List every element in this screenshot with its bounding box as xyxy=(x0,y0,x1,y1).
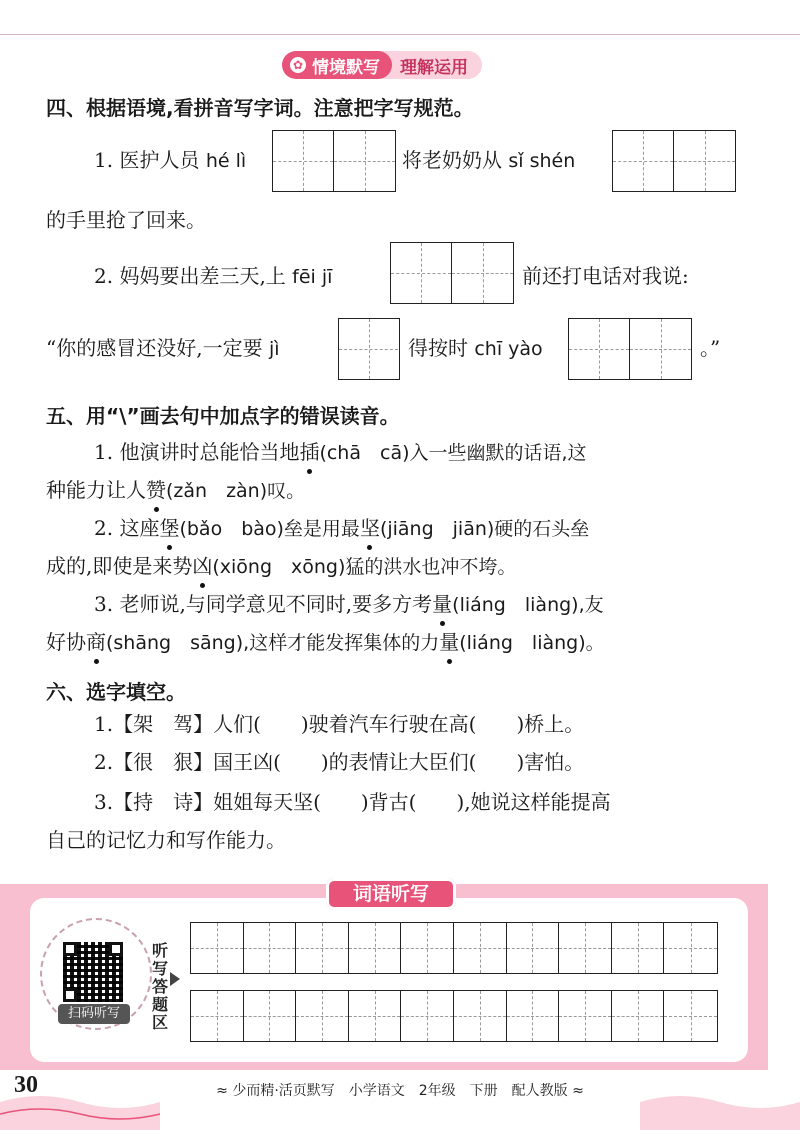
q4-1-middle: 将老奶奶从 xyxy=(402,148,502,172)
q6-line-2: 2.【很 狠】国王凶( )的表情让大臣们( )害怕。 xyxy=(94,750,585,774)
dictation-cell[interactable] xyxy=(507,923,560,973)
q4-1-text-b xyxy=(402,146,575,175)
qr-finder xyxy=(63,988,77,1002)
dotted-char: 量 xyxy=(432,592,453,616)
dictation-cell[interactable] xyxy=(296,923,349,973)
q5-line-1 xyxy=(94,438,587,467)
q6-line-4: 自己的记忆力和写作能力。 xyxy=(46,828,286,852)
q5-text: (liáng liàng),友 xyxy=(452,594,604,616)
footer-text: ≈ 少而精·活页默写 小学语文 2年级 下册 配人教版 ≈ xyxy=(216,1083,584,1099)
q4-2-middle: 得按时 xyxy=(408,336,468,360)
q5-text: 好协 xyxy=(46,630,86,654)
q4-1-text-a xyxy=(94,146,246,175)
arrow-right-icon xyxy=(170,972,180,986)
badge-primary-label: 情境默写 xyxy=(312,57,380,78)
dotted-char: 堡 xyxy=(159,516,180,540)
dictation-cell[interactable] xyxy=(454,991,507,1041)
answer-area-label: 听写答题区 xyxy=(151,941,168,1032)
q5-text: (chā cā)入一些幽默的话语,这 xyxy=(319,442,587,464)
qr-finder xyxy=(63,942,77,956)
answer-box-chiyao[interactable] xyxy=(568,318,692,380)
q5-text: (xiōng xōng)猛的洪水也冲不垮。 xyxy=(212,556,517,578)
dictation-row-2[interactable] xyxy=(190,990,718,1042)
section6-heading: 六、选字填空。 xyxy=(46,680,186,704)
dictation-cell[interactable] xyxy=(612,991,665,1041)
q5-text: (zǎn zàn)叹。 xyxy=(166,480,306,502)
dictation-cell[interactable] xyxy=(454,923,507,973)
q5-text: (bǎo bào)垒是用最 xyxy=(179,518,360,540)
answer-cell[interactable] xyxy=(339,319,398,379)
q5-text: (shāng sāng),这样才能发挥集体的力 xyxy=(106,632,440,654)
section-badge xyxy=(282,51,482,79)
answer-box-feiji[interactable] xyxy=(390,242,514,304)
dotted-char: 坚 xyxy=(359,516,380,540)
q5-text: 2. 这座 xyxy=(94,516,160,540)
q4-2-text-b: 前还打电话对我说: xyxy=(522,264,689,288)
q4-2-lead: 2. 妈妈要出差三天,上 xyxy=(94,264,286,288)
scan-label: 扫码听写 xyxy=(58,1004,130,1024)
dictation-cell[interactable] xyxy=(664,991,717,1041)
dotted-char: 商 xyxy=(86,630,106,654)
dictation-cell[interactable] xyxy=(349,991,402,1041)
q4-2-text-c xyxy=(46,334,280,363)
badge-primary xyxy=(282,51,392,79)
answer-cell[interactable] xyxy=(630,319,691,379)
q4-2-pinyin-1: fēi jī xyxy=(292,266,333,288)
answer-cell[interactable] xyxy=(452,243,513,303)
q5-text: 3. 老师说,与同学意见不同时,要多方考 xyxy=(94,592,433,616)
q5-line-3 xyxy=(94,514,589,543)
q5-text: (liáng liàng)。 xyxy=(459,632,605,654)
q4-2-pinyin-3: chī yào xyxy=(474,338,543,360)
q5-line-6 xyxy=(46,628,605,657)
q4-2-quote: “你的感冒还没好,一定要 xyxy=(46,336,263,360)
answer-box-ji[interactable] xyxy=(338,318,400,380)
dictation-row-1[interactable] xyxy=(190,922,718,974)
dictation-cell[interactable] xyxy=(401,923,454,973)
answer-box-sishen[interactable] xyxy=(612,130,736,192)
dictation-tab: 词语听写 xyxy=(326,878,456,910)
q4-2-text-d xyxy=(408,334,543,363)
q4-1-lead: 1. 医护人员 xyxy=(94,148,200,172)
q5-text: 1. 他演讲时总能恰当地 xyxy=(94,440,300,464)
dictation-cell[interactable] xyxy=(401,991,454,1041)
section5-heading: 五、用“\”画去句中加点字的错误读音。 xyxy=(46,404,400,428)
q6-line-3: 3.【持 诗】姐姐每天坚( )背古( ),她说这样能提高 xyxy=(94,790,611,814)
dictation-cell[interactable] xyxy=(191,923,244,973)
dictation-cell[interactable] xyxy=(664,923,717,973)
q4-2-text-a xyxy=(94,262,332,291)
dotted-char: 插 xyxy=(299,440,320,464)
dictation-cell[interactable] xyxy=(349,923,402,973)
dotted-char: 量 xyxy=(439,630,460,654)
dictation-cell[interactable] xyxy=(559,991,612,1041)
q4-2-pinyin-2: jì xyxy=(268,338,280,360)
dictation-cell[interactable] xyxy=(244,923,297,973)
q5-text: 种能力让人 xyxy=(46,478,146,502)
answer-cell[interactable] xyxy=(334,131,395,191)
dotted-char: 赞 xyxy=(146,478,166,502)
page-number: 30 xyxy=(14,1072,38,1098)
dictation-cell[interactable] xyxy=(296,991,349,1041)
answer-cell[interactable] xyxy=(674,131,735,191)
q5-line-4 xyxy=(46,552,516,581)
dictation-cell[interactable] xyxy=(612,923,665,973)
q5-text: 成的,即使是来势 xyxy=(46,554,193,578)
flower-icon: ✿ xyxy=(290,57,306,73)
q5-line-5 xyxy=(94,590,604,619)
answer-cell[interactable] xyxy=(569,319,630,379)
answer-box-heli[interactable] xyxy=(272,130,396,192)
answer-cell[interactable] xyxy=(273,131,334,191)
dictation-cell[interactable] xyxy=(507,991,560,1041)
dictation-cell[interactable] xyxy=(244,991,297,1041)
badge-secondary: 理解运用 xyxy=(378,51,482,79)
q6-line-1: 1.【架 驾】人们( )驶着汽车行驶在高( )桥上。 xyxy=(94,712,585,736)
q4-2-text-e: 。” xyxy=(700,336,721,360)
q5-line-2 xyxy=(46,476,305,505)
q4-1-text-c: 的手里抢了回来。 xyxy=(46,208,206,232)
top-rule xyxy=(0,34,800,35)
answer-cell[interactable] xyxy=(391,243,452,303)
dotted-char: 凶 xyxy=(192,554,213,578)
dictation-cell[interactable] xyxy=(191,991,244,1041)
section4-heading: 四、根据语境,看拼音写字词。注意把字写规范。 xyxy=(46,96,474,120)
q4-1-pinyin-2: sǐ shén xyxy=(508,150,576,172)
answer-cell[interactable] xyxy=(613,131,674,191)
dictation-cell[interactable] xyxy=(559,923,612,973)
qr-finder xyxy=(109,942,123,956)
q5-text: (jiāng jiān)硬的石头垒 xyxy=(379,518,590,540)
q4-1-pinyin-1: hé lì xyxy=(205,150,247,172)
